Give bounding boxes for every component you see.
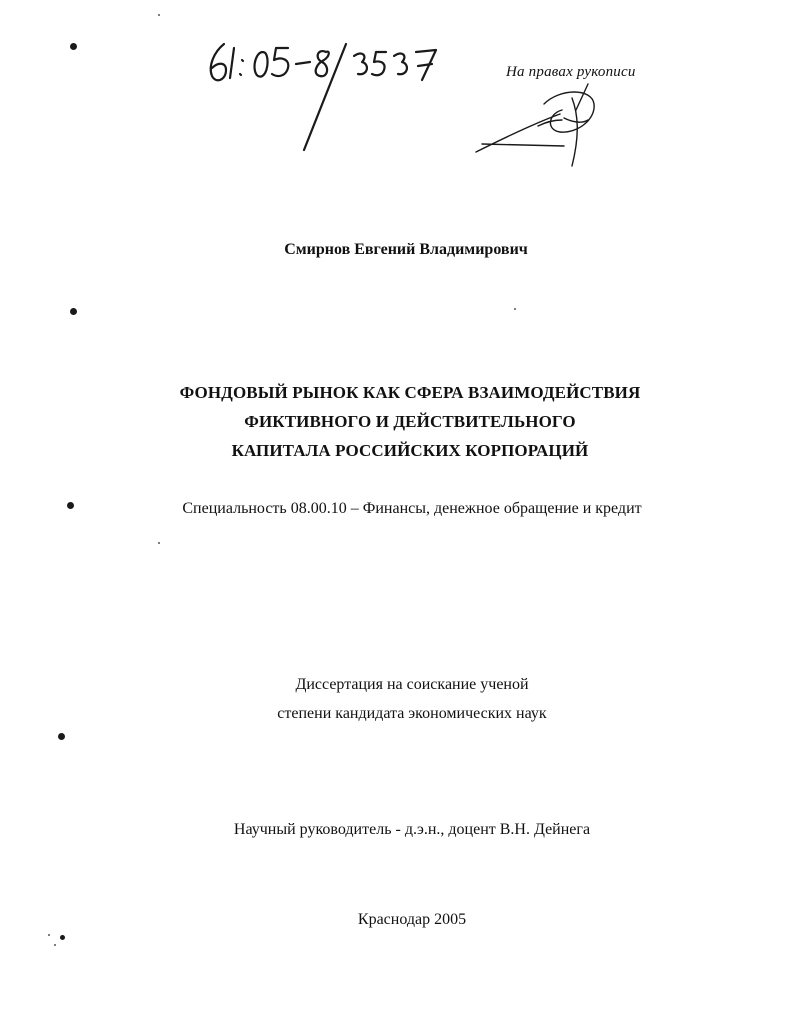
binder-dot [60,935,65,940]
dissertation-description: Диссертация на соискание ученой [295,676,529,693]
handwriting-strokes [196,22,456,172]
scan-speck [158,542,160,544]
rights-notice: На правах рукописи [506,64,636,80]
city-year: Краснодар 2005 [357,911,467,928]
signature [468,74,618,174]
scan-speck [158,14,160,16]
supervisor: Научный руководитель - д.э.н., доцент В.Н. Дейнега [233,821,591,838]
scan-speck [514,308,516,310]
binder-dot [58,733,65,740]
signature-strokes [468,74,618,174]
title-line: КАПИТАЛА РОССИЙСКИХ КОРПОРАЦИЙ [231,441,589,460]
title-line: ФОНДОВЫЙ РЫНОК КАК СФЕРА ВЗАИМОДЕЙСТВИЯ [179,383,641,402]
dissertation-description: степени кандидата экономических наук [277,705,547,722]
archive-number-handwritten [196,22,456,172]
scan-speck [54,944,56,946]
scan-speck [48,934,50,936]
binder-dot [70,308,77,315]
specialty: Специальность 08.00.10 – Финансы, денежное обращение и кредит [182,500,642,517]
author-name: Смирнов Евгений Владимирович [284,241,528,258]
title-line: ФИКТИВНОГО И ДЕЙСТВИТЕЛЬНОГО [244,412,576,431]
binder-dot [70,43,77,50]
